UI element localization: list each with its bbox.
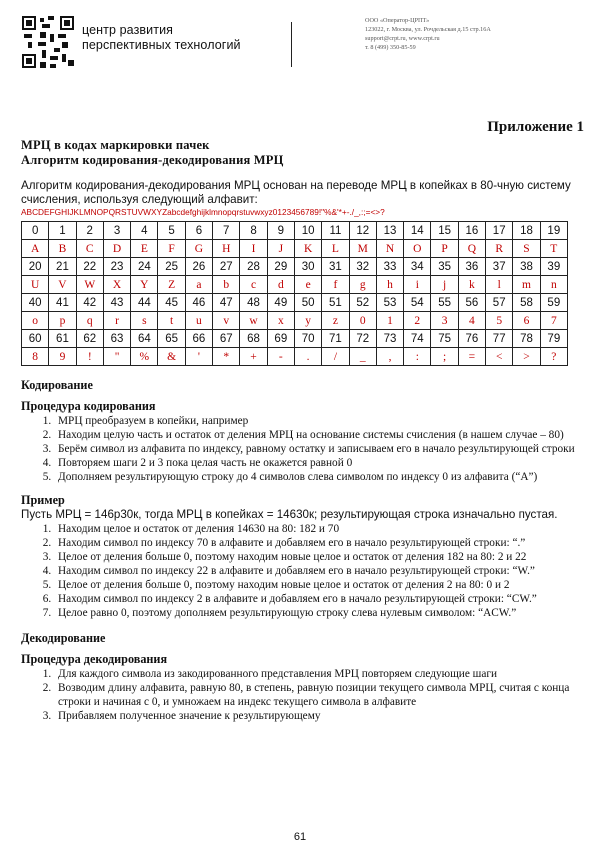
- document-subtitle: Алгоритм кодирования-декодирования МРЦ: [21, 153, 284, 167]
- table-index-cell: 9: [267, 222, 294, 240]
- company-line: т. 8 (499) 350-85-59: [365, 44, 416, 51]
- list-item: 3. Прибавляем полученное значение к результирующему: [54, 709, 583, 723]
- table-symbol-cell: P: [431, 240, 458, 258]
- table-symbol-cell: Y: [131, 276, 158, 294]
- table-symbol-cell: T: [540, 240, 567, 258]
- table-symbol-cell: S: [513, 240, 540, 258]
- table-symbol-cell: ;: [431, 348, 458, 366]
- table-index-cell: 49: [267, 294, 294, 312]
- list-item: 2. Находим целую часть и остаток от деления МРЦ на основание системы счисления (в нашем случае – 80): [54, 428, 583, 442]
- table-index-cell: 71: [322, 330, 349, 348]
- list-item: 2. Находим символ по индексу 70 в алфавите и добавляем его в начало результирующей строки: “.”: [54, 536, 583, 550]
- company-line: 123022, г. Москва, ул. Рочдельская д.15 стр.16А: [365, 26, 491, 33]
- table-index-cell: 56: [458, 294, 485, 312]
- table-index-cell: 27: [213, 258, 240, 276]
- table-index-cell: 15: [431, 222, 458, 240]
- table-symbol-cell: t: [158, 312, 185, 330]
- table-symbol-cell: 5: [486, 312, 513, 330]
- table-index-cell: 2: [76, 222, 103, 240]
- alphabet-table: [21, 221, 568, 366]
- table-index-cell: 11: [322, 222, 349, 240]
- table-index-cell: 36: [458, 258, 485, 276]
- decoding-heading: Декодирование: [21, 631, 106, 645]
- appendix-label: Приложение 1: [487, 119, 584, 135]
- table-index-cell: 32: [349, 258, 376, 276]
- table-symbol-cell: k: [458, 276, 485, 294]
- page-number: 61: [293, 831, 307, 843]
- table-symbol-cell: /: [322, 348, 349, 366]
- table-symbol-cell: %: [131, 348, 158, 366]
- table-symbol-row: [22, 312, 568, 330]
- table-symbol-cell: 4: [458, 312, 485, 330]
- encoding-heading: Кодирование: [21, 378, 93, 392]
- table-symbol-cell: 0: [349, 312, 376, 330]
- table-symbol-cell: e: [294, 276, 321, 294]
- logo-line-1: центр развития: [82, 23, 174, 37]
- table-index-cell: 34: [404, 258, 431, 276]
- table-symbol-cell: 6: [513, 312, 540, 330]
- table-index-cell: 29: [267, 258, 294, 276]
- table-symbol-cell: G: [185, 240, 212, 258]
- table-index-cell: 10: [294, 222, 321, 240]
- table-symbol-cell: j: [431, 276, 458, 294]
- list-item: 3. Целое от деления больше 0, поэтому находим новые целое и остаток от деления 182 на 80: 2 и 22: [54, 550, 583, 564]
- table-symbol-cell: _: [349, 348, 376, 366]
- table-symbol-cell: K: [294, 240, 321, 258]
- encoding-steps-list: [21, 414, 583, 484]
- table-index-cell: 63: [103, 330, 130, 348]
- list-item: 1. Для каждого символа из закодированного представления МРЦ повторяем следующие шаги: [54, 667, 583, 681]
- table-index-cell: 47: [213, 294, 240, 312]
- table-symbol-cell: O: [404, 240, 431, 258]
- table-symbol-cell: ?: [540, 348, 567, 366]
- table-index-cell: 3: [103, 222, 130, 240]
- table-symbol-cell: D: [103, 240, 130, 258]
- encoding-procedure-heading: Процедура кодирования: [21, 399, 156, 413]
- table-index-row: [22, 294, 568, 312]
- table-index-cell: 53: [376, 294, 403, 312]
- table-symbol-cell: c: [240, 276, 267, 294]
- table-index-cell: 12: [349, 222, 376, 240]
- table-symbol-cell: n: [540, 276, 567, 294]
- table-symbol-row: [22, 276, 568, 294]
- table-index-cell: 25: [158, 258, 185, 276]
- table-symbol-cell: l: [486, 276, 513, 294]
- list-item: 5. Дополняем результирующую строку до 4 символов слева символом по индексу 0 из алфавита (“A”): [54, 470, 583, 484]
- list-item: 1. Находим целое и остаток от деления 14630 на 80: 182 и 70: [54, 522, 583, 536]
- table-symbol-cell: ': [185, 348, 212, 366]
- table-symbol-cell: Z: [158, 276, 185, 294]
- table-symbol-cell: W: [76, 276, 103, 294]
- table-index-cell: 52: [349, 294, 376, 312]
- table-index-cell: 14: [404, 222, 431, 240]
- table-symbol-cell: x: [267, 312, 294, 330]
- table-symbol-cell: o: [22, 312, 49, 330]
- table-index-cell: 72: [349, 330, 376, 348]
- table-index-cell: 65: [158, 330, 185, 348]
- table-symbol-cell: z: [322, 312, 349, 330]
- table-index-row: [22, 222, 568, 240]
- table-symbol-cell: M: [349, 240, 376, 258]
- qr-code-logo: [22, 16, 74, 68]
- table-symbol-cell: A: [22, 240, 49, 258]
- table-symbol-cell: <: [486, 348, 513, 366]
- table-index-cell: 13: [376, 222, 403, 240]
- table-index-cell: 24: [131, 258, 158, 276]
- table-symbol-cell: d: [267, 276, 294, 294]
- table-index-cell: 40: [22, 294, 49, 312]
- table-symbol-cell: u: [185, 312, 212, 330]
- table-index-cell: 70: [294, 330, 321, 348]
- table-symbol-cell: s: [131, 312, 158, 330]
- list-item: 4. Находим символ по индексу 22 в алфавите и добавляем его в начало результирующей строки: “W.”: [54, 564, 583, 578]
- table-symbol-cell: 9: [49, 348, 76, 366]
- table-index-cell: 60: [22, 330, 49, 348]
- table-symbol-cell: F: [158, 240, 185, 258]
- table-index-cell: 59: [540, 294, 567, 312]
- table-symbol-cell: a: [185, 276, 212, 294]
- table-symbol-cell: H: [213, 240, 240, 258]
- table-index-cell: 31: [322, 258, 349, 276]
- list-item: 7. Целое равно 0, поэтому дополняем результирующую строку слева нулевым символом: “ACW.”: [54, 606, 583, 620]
- table-symbol-cell: 1: [376, 312, 403, 330]
- table-symbol-row: [22, 348, 568, 366]
- table-index-cell: 42: [76, 294, 103, 312]
- table-symbol-cell: =: [458, 348, 485, 366]
- table-symbol-cell: q: [76, 312, 103, 330]
- table-symbol-cell: U: [22, 276, 49, 294]
- table-index-cell: 54: [404, 294, 431, 312]
- header-divider: [291, 22, 292, 67]
- table-index-cell: 62: [76, 330, 103, 348]
- table-symbol-cell: m: [513, 276, 540, 294]
- table-symbol-cell: 3: [431, 312, 458, 330]
- table-symbol-cell: N: [376, 240, 403, 258]
- table-symbol-cell: -: [267, 348, 294, 366]
- table-index-cell: 75: [431, 330, 458, 348]
- table-index-cell: 78: [513, 330, 540, 348]
- table-index-cell: 16: [458, 222, 485, 240]
- list-item: 1. МРЦ преобразуем в копейки, например: [54, 414, 583, 428]
- table-symbol-cell: C: [76, 240, 103, 258]
- table-index-cell: 38: [513, 258, 540, 276]
- table-symbol-cell: 7: [540, 312, 567, 330]
- table-index-cell: 18: [513, 222, 540, 240]
- list-item: 3. Берём символ из алфавита по индексу, равному остатку и записываем его в начало результирующей строки: [54, 442, 583, 456]
- table-index-cell: 4: [131, 222, 158, 240]
- table-index-cell: 76: [458, 330, 485, 348]
- table-index-cell: 58: [513, 294, 540, 312]
- table-symbol-cell: f: [322, 276, 349, 294]
- table-index-cell: 43: [103, 294, 130, 312]
- table-index-cell: 19: [540, 222, 567, 240]
- table-symbol-cell: 8: [22, 348, 49, 366]
- table-index-cell: 0: [22, 222, 49, 240]
- table-symbol-cell: Q: [458, 240, 485, 258]
- table-symbol-cell: y: [294, 312, 321, 330]
- table-index-cell: 61: [49, 330, 76, 348]
- example-heading: Пример: [21, 493, 65, 507]
- table-symbol-cell: J: [267, 240, 294, 258]
- table-symbol-cell: >: [513, 348, 540, 366]
- decoding-procedure-heading: Процедура декодирования: [21, 652, 168, 666]
- list-item: 4. Повторяем шаги 2 и 3 пока целая часть не окажется равной 0: [54, 456, 583, 470]
- table-index-cell: 21: [49, 258, 76, 276]
- table-symbol-cell: h: [376, 276, 403, 294]
- table-symbol-cell: :: [404, 348, 431, 366]
- table-index-cell: 45: [158, 294, 185, 312]
- company-line: ООО «Оператор-ЦРПТ»: [365, 17, 430, 24]
- table-index-cell: 64: [131, 330, 158, 348]
- table-symbol-cell: B: [49, 240, 76, 258]
- logo-line-2: перспективных технологий: [82, 38, 241, 52]
- table-index-cell: 1: [49, 222, 76, 240]
- table-index-cell: 35: [431, 258, 458, 276]
- table-index-cell: 7: [213, 222, 240, 240]
- list-item: 5. Целое от деления больше 0, поэтому находим новые целое и остаток от деления 2 на 80: 0 и 2: [54, 578, 583, 592]
- table-index-cell: 41: [49, 294, 76, 312]
- table-symbol-cell: w: [240, 312, 267, 330]
- table-symbol-cell: *: [213, 348, 240, 366]
- table-index-cell: 37: [486, 258, 513, 276]
- table-symbol-cell: I: [240, 240, 267, 258]
- example-text: Пусть МРЦ = 146р30к, тогда МРЦ в копейках = 14630к; результирующая строка изначально пустая.: [21, 508, 558, 521]
- example-steps-list: [21, 522, 583, 620]
- table-index-row: [22, 258, 568, 276]
- company-info: [365, 16, 491, 52]
- document-title: МРЦ в кодах маркировки пачек: [21, 138, 210, 152]
- table-index-cell: 39: [540, 258, 567, 276]
- table-index-cell: 68: [240, 330, 267, 348]
- table-symbol-cell: !: [76, 348, 103, 366]
- table-symbol-cell: g: [349, 276, 376, 294]
- table-index-cell: 22: [76, 258, 103, 276]
- table-index-cell: 44: [131, 294, 158, 312]
- table-index-cell: 73: [376, 330, 403, 348]
- table-symbol-cell: r: [103, 312, 130, 330]
- table-index-cell: 30: [294, 258, 321, 276]
- table-index-cell: 23: [103, 258, 130, 276]
- document-body: [21, 138, 583, 723]
- table-index-cell: 74: [404, 330, 431, 348]
- list-item: 6. Находим символ по индексу 2 в алфавите и добавляем его в начало результирующей строки: “CW.”: [54, 592, 583, 606]
- table-index-row: [22, 330, 568, 348]
- intro-paragraph: Алгоритм кодирования-декодирования МРЦ основан на переводе МРЦ в копейках в 80-чную систему счисления, используя следующий алфавит:: [21, 179, 571, 206]
- table-index-cell: 20: [22, 258, 49, 276]
- table-index-cell: 17: [486, 222, 513, 240]
- table-symbol-cell: .: [294, 348, 321, 366]
- company-line: support@crpt.ru, www.crpt.ru: [365, 35, 440, 42]
- table-index-cell: 6: [185, 222, 212, 240]
- table-index-cell: 69: [267, 330, 294, 348]
- table-symbol-cell: &: [158, 348, 185, 366]
- table-index-cell: 50: [294, 294, 321, 312]
- table-symbol-cell: 2: [404, 312, 431, 330]
- table-symbol-cell: b: [213, 276, 240, 294]
- table-symbol-row: [22, 240, 568, 258]
- table-symbol-cell: +: [240, 348, 267, 366]
- list-item: 2. Возводим длину алфавита, равную 80, в степень, равную позиции текущего символа МРЦ, считая с конца строки и начиная с 0, и умножаем на индекс текущего символа в алфавите: [54, 681, 583, 709]
- table-index-cell: 26: [185, 258, 212, 276]
- table-symbol-cell: E: [131, 240, 158, 258]
- table-index-cell: 67: [213, 330, 240, 348]
- decoding-steps-list: [21, 667, 583, 723]
- table-symbol-cell: v: [213, 312, 240, 330]
- table-symbol-cell: X: [103, 276, 130, 294]
- table-index-cell: 66: [185, 330, 212, 348]
- logo-text: [82, 23, 241, 53]
- table-index-cell: 33: [376, 258, 403, 276]
- table-symbol-cell: ": [103, 348, 130, 366]
- table-symbol-cell: i: [404, 276, 431, 294]
- table-index-cell: 79: [540, 330, 567, 348]
- table-index-cell: 8: [240, 222, 267, 240]
- table-index-cell: 57: [486, 294, 513, 312]
- table-symbol-cell: L: [322, 240, 349, 258]
- alphabet-string: ABCDEFGHIJKLMNOPQRSTUVWXYZabcdefghijklmnopqrstuvwxyz0123456789!"%&'*+-./_,:;=<>?: [21, 207, 385, 217]
- table-symbol-cell: V: [49, 276, 76, 294]
- table-index-cell: 55: [431, 294, 458, 312]
- table-symbol-cell: ,: [376, 348, 403, 366]
- table-index-cell: 28: [240, 258, 267, 276]
- table-symbol-cell: R: [486, 240, 513, 258]
- table-index-cell: 46: [185, 294, 212, 312]
- table-index-cell: 77: [486, 330, 513, 348]
- table-index-cell: 5: [158, 222, 185, 240]
- table-index-cell: 51: [322, 294, 349, 312]
- table-index-cell: 48: [240, 294, 267, 312]
- table-symbol-cell: p: [49, 312, 76, 330]
